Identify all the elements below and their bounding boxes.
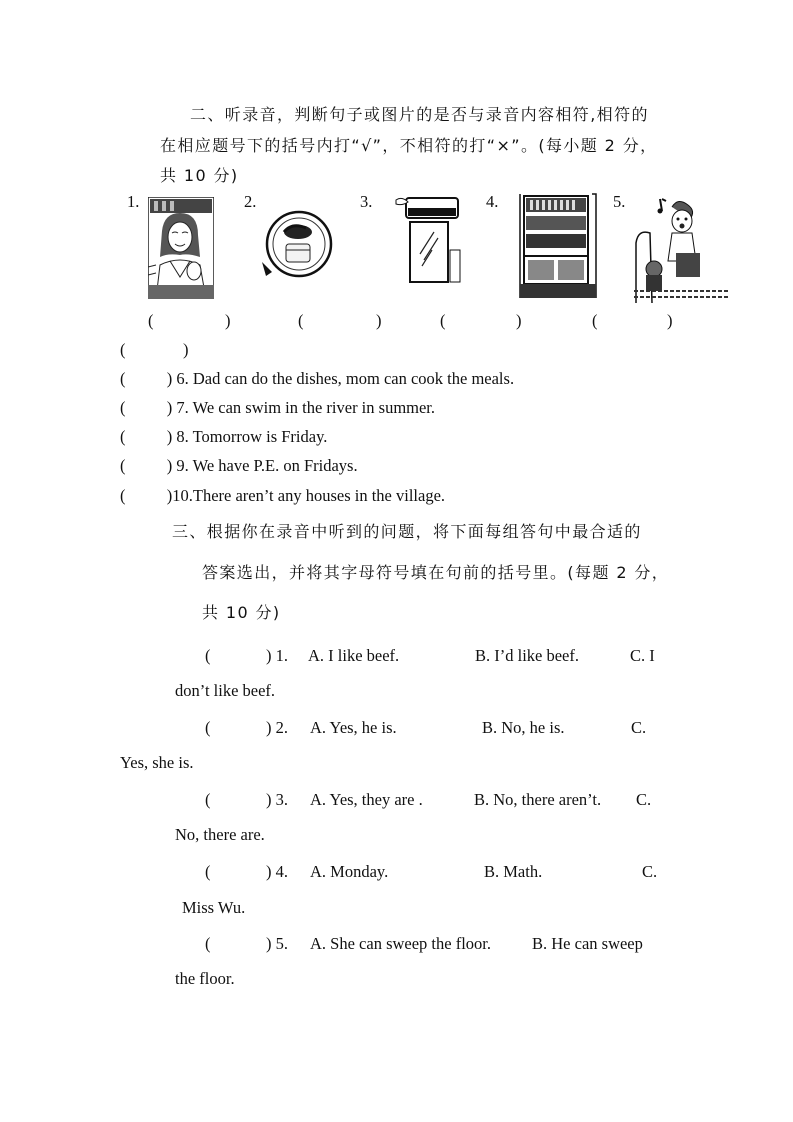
list-item: ( ) 7. We can swim in the river in summer. bbox=[120, 398, 436, 417]
q2-paren[interactable]: ( bbox=[205, 718, 211, 737]
q1-option-b: B. I’d like beef. bbox=[475, 646, 580, 665]
section2-heading-line3: 共 10 分) bbox=[160, 166, 239, 185]
picture-number-4: 4. bbox=[486, 192, 499, 211]
picture-number-5: 5. bbox=[613, 192, 626, 211]
q5-option-b: B. He can sweep bbox=[532, 934, 643, 953]
q2-continuation: Yes, she is. bbox=[120, 753, 194, 772]
answer-paren-open-3[interactable]: ( bbox=[440, 311, 446, 330]
answer-paren-open-5[interactable]: ( bbox=[120, 340, 126, 359]
picture-number-2: 2. bbox=[244, 192, 257, 211]
list-item: ( ) 8. Tomorrow is Friday. bbox=[120, 427, 328, 446]
section2-heading-line2: 在相应题号下的括号内打“√”，不相符的打“×”。(每小题 2 分， bbox=[160, 136, 658, 155]
picture-number-1: 1. bbox=[127, 192, 140, 211]
answer-paren-open-1[interactable]: ( bbox=[148, 311, 154, 330]
q2-option-a: A. Yes, he is. bbox=[310, 718, 397, 737]
picture-number-3: 3. bbox=[360, 192, 373, 211]
q5-option-a: A. She can sweep the floor. bbox=[310, 934, 491, 953]
q1-option-a: A. I like beef. bbox=[308, 646, 400, 665]
q4-option-c: C. bbox=[642, 862, 658, 881]
q2-number: ) 2. bbox=[266, 718, 288, 737]
q3-paren[interactable]: ( bbox=[205, 790, 211, 809]
plate-of-food-icon bbox=[262, 210, 334, 278]
q1-option-c: C. I bbox=[630, 646, 655, 665]
q1-paren[interactable]: ( bbox=[205, 646, 211, 665]
q2-option-c: C. bbox=[631, 718, 647, 737]
answer-paren-close-2: ) bbox=[376, 311, 382, 330]
section2-heading-line1: 二、听录音，判断句子或图片的是否与录音内容相符,相符的 bbox=[190, 105, 649, 124]
section3-heading-line2: 答案选出，并将其字母符号填在句前的括号里。(每题 2 分， bbox=[202, 563, 670, 582]
answer-paren-close-5: ) bbox=[183, 340, 189, 359]
q4-continuation: Miss Wu. bbox=[182, 898, 246, 917]
q3-option-b: B. No, there aren’t. bbox=[474, 790, 602, 809]
q1-number: ) 1. bbox=[266, 646, 288, 665]
q1-continuation: don’t like beef. bbox=[175, 681, 276, 700]
answer-paren-open-4[interactable]: ( bbox=[592, 311, 598, 330]
q2-option-b: B. No, he is. bbox=[482, 718, 565, 737]
list-item: ( )10.There aren’t any houses in the village. bbox=[120, 486, 446, 505]
q5-paren[interactable]: ( bbox=[205, 934, 211, 953]
q5-continuation: the floor. bbox=[175, 969, 235, 988]
bookshelf-icon bbox=[518, 192, 598, 300]
section3-heading-line1: 三、根据你在录音中听到的问题，将下面每组答句中最合适的 bbox=[172, 522, 642, 541]
q3-continuation: No, there are. bbox=[175, 825, 265, 844]
answer-paren-close-1: ) bbox=[225, 311, 231, 330]
list-item: ( ) 6. Dad can do the dishes, mom can cook the meals. bbox=[120, 369, 515, 388]
answer-paren-close-3: ) bbox=[516, 311, 522, 330]
section3-heading-line3: 共 10 分) bbox=[202, 603, 281, 622]
q4-option-a: A. Monday. bbox=[310, 862, 389, 881]
q4-paren[interactable]: ( bbox=[205, 862, 211, 881]
answer-paren-close-4: ) bbox=[667, 311, 673, 330]
girl-singing-icon bbox=[632, 195, 728, 303]
q3-number: ) 3. bbox=[266, 790, 288, 809]
list-item: ( ) 9. We have P.E. on Fridays. bbox=[120, 456, 358, 475]
answer-paren-open-2[interactable]: ( bbox=[298, 311, 304, 330]
q4-option-b: B. Math. bbox=[484, 862, 543, 881]
q3-option-a: A. Yes, they are . bbox=[310, 790, 423, 809]
air-conditioner-and-mirror-icon bbox=[394, 194, 462, 286]
q5-number: ) 5. bbox=[266, 934, 288, 953]
q4-number: ) 4. bbox=[266, 862, 288, 881]
q3-option-c: C. bbox=[636, 790, 652, 809]
woman-at-desk-icon bbox=[148, 197, 214, 299]
